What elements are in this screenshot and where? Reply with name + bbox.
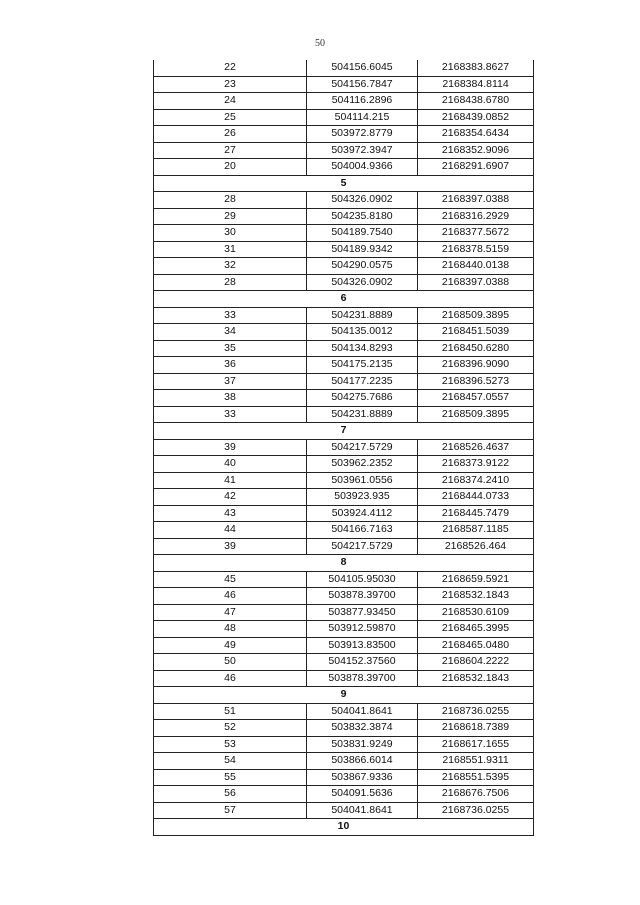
x-coordinate-cell: 503912.59870: [307, 621, 418, 638]
y-coordinate-cell: 2168659.5921: [418, 571, 534, 588]
y-coordinate-cell: 2168374.2410: [418, 472, 534, 489]
x-coordinate-cell: 504189.7540: [307, 225, 418, 242]
x-coordinate-cell: 504166.7163: [307, 522, 418, 539]
point-number-cell: 23: [154, 76, 307, 93]
x-coordinate-cell: 504175.2135: [307, 357, 418, 374]
x-coordinate-cell: 503924.4112: [307, 505, 418, 522]
y-coordinate-cell: 2168352.9096: [418, 142, 534, 159]
table-row: [154, 522, 534, 539]
table-row: [154, 241, 534, 258]
y-coordinate-cell: 2168384.8114: [418, 76, 534, 93]
y-coordinate-cell: 2168736.0255: [418, 703, 534, 720]
table-row: [154, 93, 534, 110]
y-coordinate-cell: 2168551.9311: [418, 753, 534, 770]
x-coordinate-cell: 504134.8293: [307, 340, 418, 357]
x-coordinate-cell: 504041.8641: [307, 802, 418, 819]
table-row: [154, 489, 534, 506]
y-coordinate-cell: 2168316.2929: [418, 208, 534, 225]
point-number-cell: 48: [154, 621, 307, 638]
x-coordinate-cell: 504275.7686: [307, 390, 418, 407]
y-coordinate-cell: 2168444.0733: [418, 489, 534, 506]
point-number-cell: 54: [154, 753, 307, 770]
x-coordinate-cell: 503962.2352: [307, 456, 418, 473]
table-row: [154, 604, 534, 621]
x-coordinate-cell: 504326.0902: [307, 192, 418, 209]
point-number-cell: 56: [154, 786, 307, 803]
x-coordinate-cell: 504217.5729: [307, 538, 418, 555]
y-coordinate-cell: 2168465.0480: [418, 637, 534, 654]
table-row: [154, 538, 534, 555]
group-header-row: [154, 555, 534, 572]
page-number: 50: [315, 38, 325, 49]
point-number-cell: 27: [154, 142, 307, 159]
x-coordinate-cell: 504235.8180: [307, 208, 418, 225]
point-number-cell: 36: [154, 357, 307, 374]
x-coordinate-cell: 503831.9249: [307, 736, 418, 753]
y-coordinate-cell: 2168736.0255: [418, 802, 534, 819]
point-number-cell: 40: [154, 456, 307, 473]
table-row: [154, 456, 534, 473]
table-row: [154, 225, 534, 242]
y-coordinate-cell: 2168676.7506: [418, 786, 534, 803]
group-label: 9: [154, 687, 534, 704]
table-row: [154, 274, 534, 291]
group-label: 7: [154, 423, 534, 440]
x-coordinate-cell: 504217.5729: [307, 439, 418, 456]
point-number-cell: 46: [154, 670, 307, 687]
table-row: [154, 76, 534, 93]
x-coordinate-cell: 504177.2235: [307, 373, 418, 390]
x-coordinate-cell: 503878.39700: [307, 588, 418, 605]
y-coordinate-cell: 2168526.464: [418, 538, 534, 555]
point-number-cell: 57: [154, 802, 307, 819]
point-number-cell: 47: [154, 604, 307, 621]
group-label: 10: [154, 819, 534, 836]
y-coordinate-cell: 2168509.3895: [418, 307, 534, 324]
y-coordinate-cell: 2168530.6109: [418, 604, 534, 621]
point-number-cell: 53: [154, 736, 307, 753]
group-header-row: [154, 819, 534, 836]
table-row: [154, 703, 534, 720]
point-number-cell: 30: [154, 225, 307, 242]
x-coordinate-cell: 503972.8779: [307, 126, 418, 143]
table-row: [154, 571, 534, 588]
point-number-cell: 20: [154, 159, 307, 176]
x-coordinate-cell: 504231.8889: [307, 406, 418, 423]
y-coordinate-cell: 2168457.0557: [418, 390, 534, 407]
y-coordinate-cell: 2168526.4637: [418, 439, 534, 456]
point-number-cell: 35: [154, 340, 307, 357]
x-coordinate-cell: 504114.215: [307, 109, 418, 126]
point-number-cell: 22: [154, 60, 307, 76]
table-row: [154, 505, 534, 522]
group-label: 5: [154, 175, 534, 192]
y-coordinate-cell: 2168397.0388: [418, 274, 534, 291]
y-coordinate-cell: 2168397.0388: [418, 192, 534, 209]
x-coordinate-cell: 504105.95030: [307, 571, 418, 588]
x-coordinate-cell: 504189.9342: [307, 241, 418, 258]
x-coordinate-cell: 503923.935: [307, 489, 418, 506]
point-number-cell: 43: [154, 505, 307, 522]
point-number-cell: 45: [154, 571, 307, 588]
table-row: [154, 324, 534, 341]
y-coordinate-cell: 2168438.6780: [418, 93, 534, 110]
point-number-cell: 25: [154, 109, 307, 126]
y-coordinate-cell: 2168383.8627: [418, 60, 534, 76]
point-number-cell: 33: [154, 406, 307, 423]
point-number-cell: 46: [154, 588, 307, 605]
y-coordinate-cell: 2168291.6907: [418, 159, 534, 176]
table-row: [154, 736, 534, 753]
y-coordinate-cell: 2168509.3895: [418, 406, 534, 423]
table-row: [154, 126, 534, 143]
coordinates-table-body: [154, 60, 534, 835]
x-coordinate-cell: 504004.9366: [307, 159, 418, 176]
point-number-cell: 39: [154, 538, 307, 555]
point-number-cell: 34: [154, 324, 307, 341]
y-coordinate-cell: 2168532.1843: [418, 670, 534, 687]
table-row: [154, 588, 534, 605]
table-row: [154, 654, 534, 671]
x-coordinate-cell: 504152.37560: [307, 654, 418, 671]
x-coordinate-cell: 504116.2896: [307, 93, 418, 110]
table-row: [154, 802, 534, 819]
table-row: [154, 340, 534, 357]
x-coordinate-cell: 503972.3947: [307, 142, 418, 159]
point-number-cell: 31: [154, 241, 307, 258]
point-number-cell: 52: [154, 720, 307, 737]
group-header-row: [154, 291, 534, 308]
y-coordinate-cell: 2168450.6280: [418, 340, 534, 357]
table-row: [154, 159, 534, 176]
y-coordinate-cell: 2168396.5273: [418, 373, 534, 390]
point-number-cell: 29: [154, 208, 307, 225]
x-coordinate-cell: 503866.6014: [307, 753, 418, 770]
x-coordinate-cell: 504290.0575: [307, 258, 418, 275]
x-coordinate-cell: 504326.0902: [307, 274, 418, 291]
y-coordinate-cell: 2168354.6434: [418, 126, 534, 143]
coordinates-table: [153, 60, 534, 836]
table-row: [154, 753, 534, 770]
group-label: 8: [154, 555, 534, 572]
table-row: [154, 60, 534, 76]
table-row: [154, 720, 534, 737]
y-coordinate-cell: 2168373.9122: [418, 456, 534, 473]
point-number-cell: 37: [154, 373, 307, 390]
x-coordinate-cell: 503913.83500: [307, 637, 418, 654]
group-header-row: [154, 423, 534, 440]
y-coordinate-cell: 2168396.9090: [418, 357, 534, 374]
table-row: [154, 406, 534, 423]
table-row: [154, 769, 534, 786]
x-coordinate-cell: 503832.3874: [307, 720, 418, 737]
point-number-cell: 41: [154, 472, 307, 489]
y-coordinate-cell: 2168440.0138: [418, 258, 534, 275]
x-coordinate-cell: 503867.9336: [307, 769, 418, 786]
point-number-cell: 44: [154, 522, 307, 539]
table-row: [154, 786, 534, 803]
group-label: 6: [154, 291, 534, 308]
x-coordinate-cell: 503961.0556: [307, 472, 418, 489]
point-number-cell: 38: [154, 390, 307, 407]
x-coordinate-cell: 504156.7847: [307, 76, 418, 93]
y-coordinate-cell: 2168532.1843: [418, 588, 534, 605]
group-header-row: [154, 175, 534, 192]
point-number-cell: 26: [154, 126, 307, 143]
table-row: [154, 670, 534, 687]
table-row: [154, 390, 534, 407]
x-coordinate-cell: 504091.5636: [307, 786, 418, 803]
point-number-cell: 24: [154, 93, 307, 110]
x-coordinate-cell: 503878.39700: [307, 670, 418, 687]
table-row: [154, 208, 534, 225]
y-coordinate-cell: 2168465.3995: [418, 621, 534, 638]
point-number-cell: 51: [154, 703, 307, 720]
point-number-cell: 33: [154, 307, 307, 324]
point-number-cell: 55: [154, 769, 307, 786]
y-coordinate-cell: 2168377.5672: [418, 225, 534, 242]
table-row: [154, 637, 534, 654]
group-header-row: [154, 687, 534, 704]
y-coordinate-cell: 2168587.1185: [418, 522, 534, 539]
y-coordinate-cell: 2168451.5039: [418, 324, 534, 341]
table-row: [154, 192, 534, 209]
y-coordinate-cell: 2168439.0852: [418, 109, 534, 126]
y-coordinate-cell: 2168617.1655: [418, 736, 534, 753]
x-coordinate-cell: 504135.0012: [307, 324, 418, 341]
y-coordinate-cell: 2168378.5159: [418, 241, 534, 258]
table-row: [154, 472, 534, 489]
table-row: [154, 142, 534, 159]
point-number-cell: 50: [154, 654, 307, 671]
y-coordinate-cell: 2168618.7389: [418, 720, 534, 737]
x-coordinate-cell: 504156.6045: [307, 60, 418, 76]
table-row: [154, 357, 534, 374]
x-coordinate-cell: 503877.93450: [307, 604, 418, 621]
y-coordinate-cell: 2168551.5395: [418, 769, 534, 786]
table-row: [154, 307, 534, 324]
table-row: [154, 109, 534, 126]
point-number-cell: 49: [154, 637, 307, 654]
table-row: [154, 258, 534, 275]
x-coordinate-cell: 504041.8641: [307, 703, 418, 720]
y-coordinate-cell: 2168445.7479: [418, 505, 534, 522]
point-number-cell: 42: [154, 489, 307, 506]
x-coordinate-cell: 504231.8889: [307, 307, 418, 324]
table-row: [154, 373, 534, 390]
point-number-cell: 28: [154, 192, 307, 209]
y-coordinate-cell: 2168604.2222: [418, 654, 534, 671]
point-number-cell: 39: [154, 439, 307, 456]
table-row: [154, 621, 534, 638]
point-number-cell: 32: [154, 258, 307, 275]
table-row: [154, 439, 534, 456]
point-number-cell: 28: [154, 274, 307, 291]
